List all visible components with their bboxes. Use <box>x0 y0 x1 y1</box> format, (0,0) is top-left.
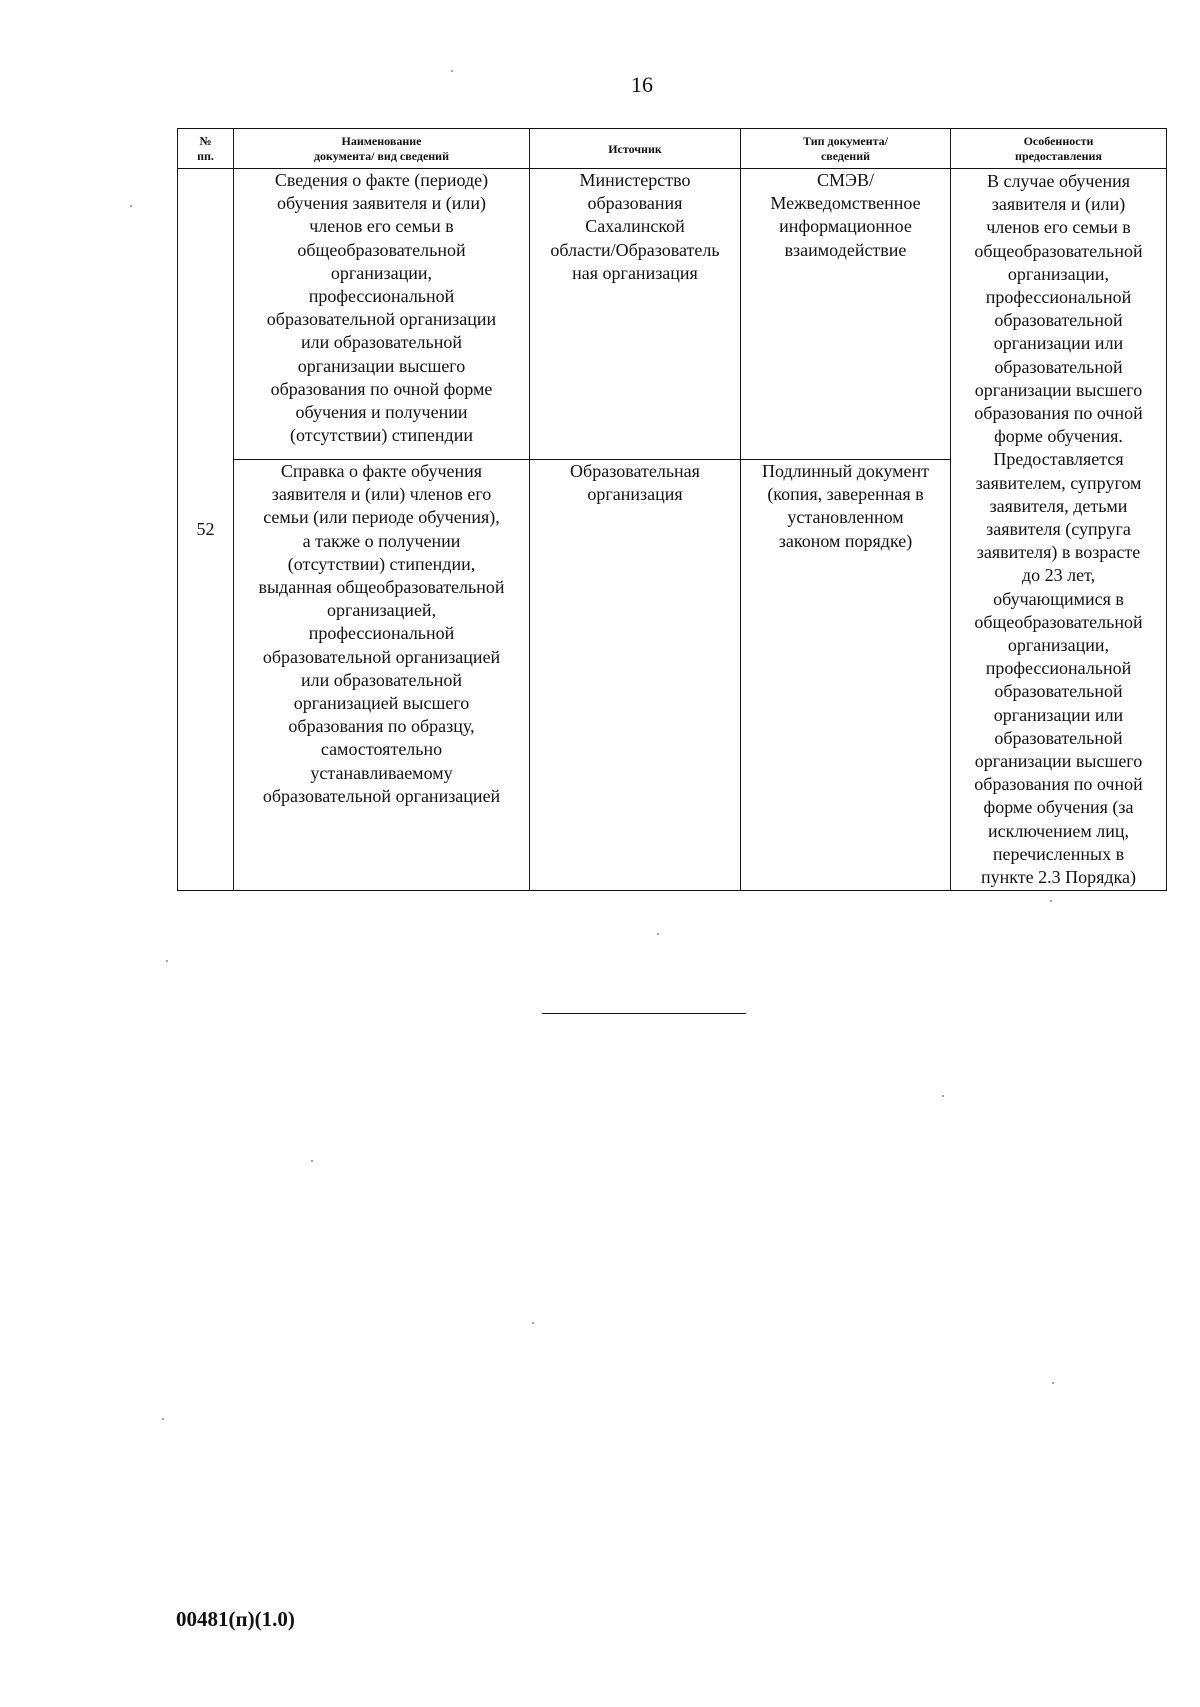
table-header-row <box>178 129 1167 169</box>
scan-speck <box>162 1418 164 1420</box>
source-cell: Министерство образования Сахалинской области/Образователь ная организация <box>530 169 741 460</box>
row-number-cell: 52 <box>178 169 234 891</box>
scan-speck <box>1052 1382 1054 1384</box>
scan-speck <box>657 933 659 935</box>
header-source: Источник <box>530 129 741 169</box>
header-name: Наименование документа/ вид сведений <box>234 129 530 169</box>
document-code: 00481(п)(1.0) <box>176 1607 295 1631</box>
table-row <box>178 169 1167 460</box>
scan-speck <box>942 1095 944 1097</box>
scan-speck <box>311 1160 313 1162</box>
document-name-cell: Сведения о факте (периоде) обучения заявителя и (или) членов его семьи в общеобразовательной организации, профессиональной образовательной организации или образовательной организации высшего образования по очной форме обучения и получении (отсутствии) стипендии <box>234 169 530 460</box>
scan-speck <box>451 70 453 72</box>
scan-speck <box>1050 900 1052 902</box>
features-cell: В случае обучения заявителя и (или) членов его семьи в общеобразовательной организации, профессиональной образовательной организации или образовательной организации высшего образования по очной форме обучения. Предоставляется заявителем, супругом заявителя, детьми заявителя (супруга заявителя) в возрасте до 23 лет, обучающимися в общеобразовательной организации, профессиональной образовательной организации или образовательной организации высшего образования по очной форме обучения (за исключением лиц, перечисленных в пункте 2.3 Порядка) <box>951 169 1167 891</box>
header-type: Тип документа/ сведений <box>741 129 951 169</box>
separator-line <box>542 1013 746 1014</box>
document-type-cell: Подлинный документ (копия, заверенная в установленном законом порядке) <box>741 460 951 891</box>
scan-speck <box>166 960 168 962</box>
scan-speck <box>130 205 132 207</box>
header-num: № пп. <box>178 129 234 169</box>
source-cell: Образовательная организация <box>530 460 741 891</box>
page-number: 16 <box>631 72 653 97</box>
document-type-cell: СМЭВ/ Межведомственное информационное взаимодействие <box>741 169 951 460</box>
document-name-cell: Справка о факте обучения заявителя и (или) членов его семьи (или периоде обучения), а также о получении (отсутствии) стипендии, выданная общеобразовательной организацией, профессиональной образовательной организацией или образовательной организацией высшего образования по образцу, самостоятельно устанавливаемому образовательной организацией <box>234 460 530 891</box>
scan-speck <box>532 1322 534 1324</box>
documents-table <box>177 128 1167 891</box>
header-features: Особенности предоставления <box>951 129 1167 169</box>
